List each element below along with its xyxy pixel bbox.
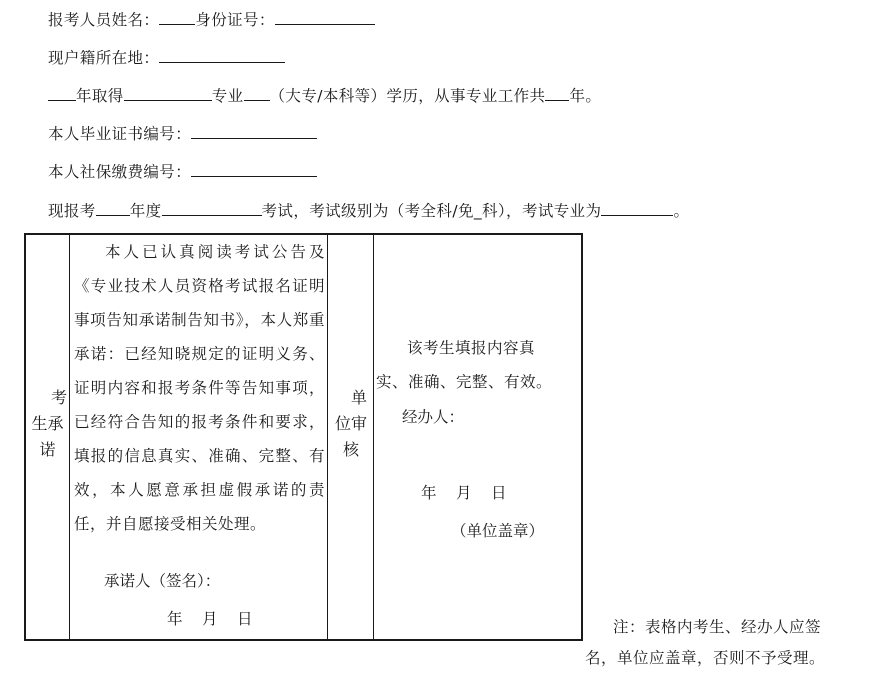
cert-line — [48, 123, 317, 145]
exam-name-blank[interactable] — [162, 200, 262, 216]
work-years-blank[interactable] — [545, 85, 569, 101]
unit-seal-label: （单位盖章） — [451, 522, 545, 540]
id-number-blank[interactable] — [275, 9, 375, 25]
grad-year-blank[interactable] — [48, 85, 76, 101]
exam-year-blank[interactable] — [96, 200, 130, 216]
major-blank[interactable] — [124, 85, 212, 101]
exam-end: 。 — [673, 202, 690, 220]
review-text: 该考生填报内容真 实、准确、完整、有效。 — [376, 339, 553, 391]
table-divider — [373, 235, 374, 639]
handler-label: 经办人： — [402, 408, 465, 426]
pledge-table — [24, 233, 583, 641]
exam-line — [48, 200, 689, 222]
social-number-blank[interactable] — [191, 161, 317, 177]
examinee-pledge-label: 考 生承 诺 — [31, 388, 67, 459]
exam-major-blank[interactable] — [601, 200, 673, 216]
social-line — [48, 161, 317, 183]
footnote-line: 名，单位应盖章，否则不予受理。 — [585, 649, 826, 667]
residence-blank[interactable] — [159, 47, 285, 63]
exam-year-label: 年度 — [129, 202, 162, 220]
id-label: 身份证号： — [195, 11, 275, 29]
major-label: 专业 — [211, 87, 244, 105]
residence-line — [48, 47, 285, 69]
years-suffix: 年。 — [569, 87, 602, 105]
year-obtained-label: 年取得 — [76, 87, 124, 105]
cert-number-blank[interactable] — [191, 123, 317, 139]
social-label: 本人社保缴费编号： — [48, 163, 192, 181]
review-date: 年 月 日 — [421, 484, 509, 502]
pledge-date: 年 月 日 — [167, 610, 255, 628]
footnote — [585, 612, 855, 673]
education-line — [48, 85, 601, 107]
table-divider — [69, 235, 70, 639]
exam-mid-text: 考试，考试级别为（考全科/免_科），考试专业为 — [261, 202, 602, 220]
pledge-text: 本人已认真阅读考试公告及《专业技术人员资格考试报名证明事项告知承诺制告知书》，本人郑重承诺：已经知晓规定的证明义务、证明内容和报考条件等告知事项，已经符合告知的报考条件和要求，填报的信息真实、准确、完整、有效，本人愿意承担虚假承诺的责任，并自愿接受相关处理。 — [74, 243, 325, 533]
signer-label: 承诺人（签名）： — [104, 572, 221, 590]
name-label: 报考人员姓名： — [48, 11, 160, 29]
footnote-line: 注：表格内考生、经办人应签 — [613, 618, 822, 636]
residence-label: 现户籍所在地： — [48, 49, 160, 67]
degree-blank[interactable] — [244, 85, 270, 101]
name-id-line — [48, 9, 375, 31]
cert-label: 本人毕业证书编号： — [48, 125, 192, 143]
name-blank[interactable] — [159, 9, 195, 25]
unit-review-label: 单 位审 核 — [334, 388, 367, 459]
degree-hint: （大专/本科等）学历，从事专业工作共 — [269, 87, 546, 105]
exam-prefix: 现报考 — [48, 202, 96, 220]
pledge-cell — [71, 235, 328, 541]
